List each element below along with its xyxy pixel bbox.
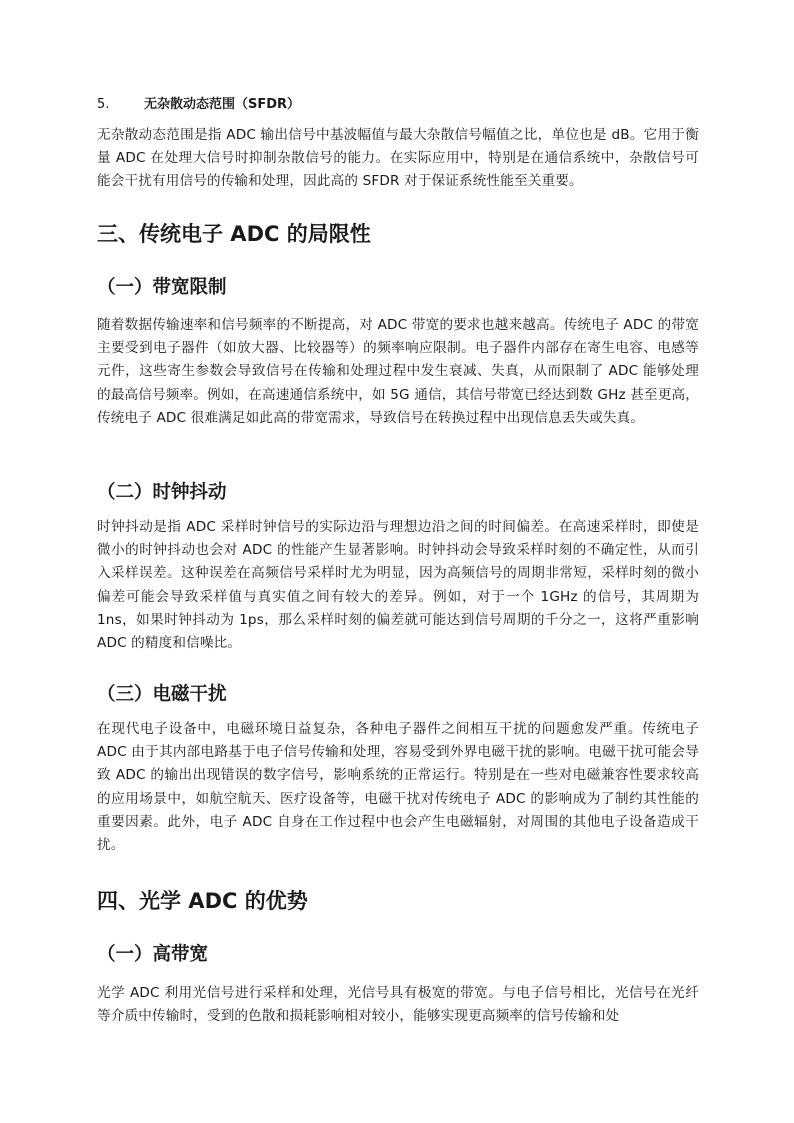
- chapter-3-title: 三、传统电子 ADC 的局限性: [97, 222, 371, 246]
- chapter-3-section-3-title: （三）电磁干扰: [97, 684, 227, 705]
- chapter-3-section-2-title: （二）时钟抖动: [97, 482, 227, 503]
- chapter-3-section-3-paragraph: 在现代电子设备中，电磁环境日益复杂，各种电子器件之间相互干扰的问题愈发严重。传统电子 ADC 由于其内部电路基于电子信号传输和处理，容易受到外界电磁干扰的影响。电磁干扰可能会导致 ADC 的输出出现错误的数字信号，影响系统的正常运行。特别是在一些对电磁兼容性要求较高的应用场景中，如航空航天、医疗设备等，电磁干扰对传统电子 ADC 的影响成为了制约其性能的重要因素。此外，电子 ADC 自身在工作过程中也会产生电磁辐射，对周围的其他电子设备造成干扰。: [97, 721, 699, 854]
- section-5-heading: [97, 95, 300, 115]
- chapter-4-title: 四、光学 ADC 的优势: [97, 889, 308, 913]
- chapter-3-section-1-title: （一）带宽限制: [97, 277, 227, 298]
- section-5-title: 无杂散动态范围（SFDR）: [144, 97, 301, 112]
- chapter-4-section-1-paragraph: 光学 ADC 利用光信号进行采样和处理，光信号具有极宽的带宽。与电子信号相比，光信号在光纤等介质中传输时，受到的色散和损耗影响相对较小，能够实现更高频率的信号传输和处: [97, 985, 699, 1025]
- chapter-4-section-1-title: （一）高带宽: [97, 944, 209, 965]
- section-5-number: 5.: [97, 97, 110, 112]
- chapter-3-section-1-paragraph: 随着数据传输速率和信号频率的不断提高，对 ADC 带宽的要求也越来越高。传统电子 ADC 的带宽主要受到电子器件（如放大器、比较器等）的频率响应限制。电子器件内部存在寄生电容、电感等元件，这些寄生参数会导致信号在传输和处理过程中发生衰减、失真，从而限制了 ADC 能够处理的最高信号频率。例如，在高速通信系统中，如 5G 通信，其信号带宽已经达到数 GHz 甚至更高，传统电子 ADC 很难满足如此高的带宽需求，导致信号在转换过程中出现信息丢失或失真。: [97, 317, 699, 426]
- section-5-paragraph: 无杂散动态范围是指 ADC 输出信号中基波幅值与最大杂散信号幅值之比，单位也是 dB。它用于衡量 ADC 在处理大信号时抑制杂散信号的能力。在实际应用中，特别是在通信系统中，杂散信号可能会干扰有用信号的传输和处理，因此高的 SFDR 对于保证系统性能至关重要。: [97, 127, 699, 190]
- chapter-3-section-2-paragraph: 时钟抖动是指 ADC 采样时钟信号的实际边沿与理想边沿之间的时间偏差。在高速采样时，即使是微小的时钟抖动也会对 ADC 的性能产生显著影响。时钟抖动会导致采样时刻的不确定性，从而引入采样误差。这种误差在高频信号采样时尤为明显，因为高频信号的周期非常短，采样时刻的微小偏差可能会导致采样值与真实值之间有较大的差异。例如，对于一个 1GHz 的信号，其周期为 1ns，如果时钟抖动为 1ps，那么采样时刻的偏差就可能达到信号周期的千分之一，这将严重影响 ADC 的精度和信噪比。: [97, 519, 699, 652]
